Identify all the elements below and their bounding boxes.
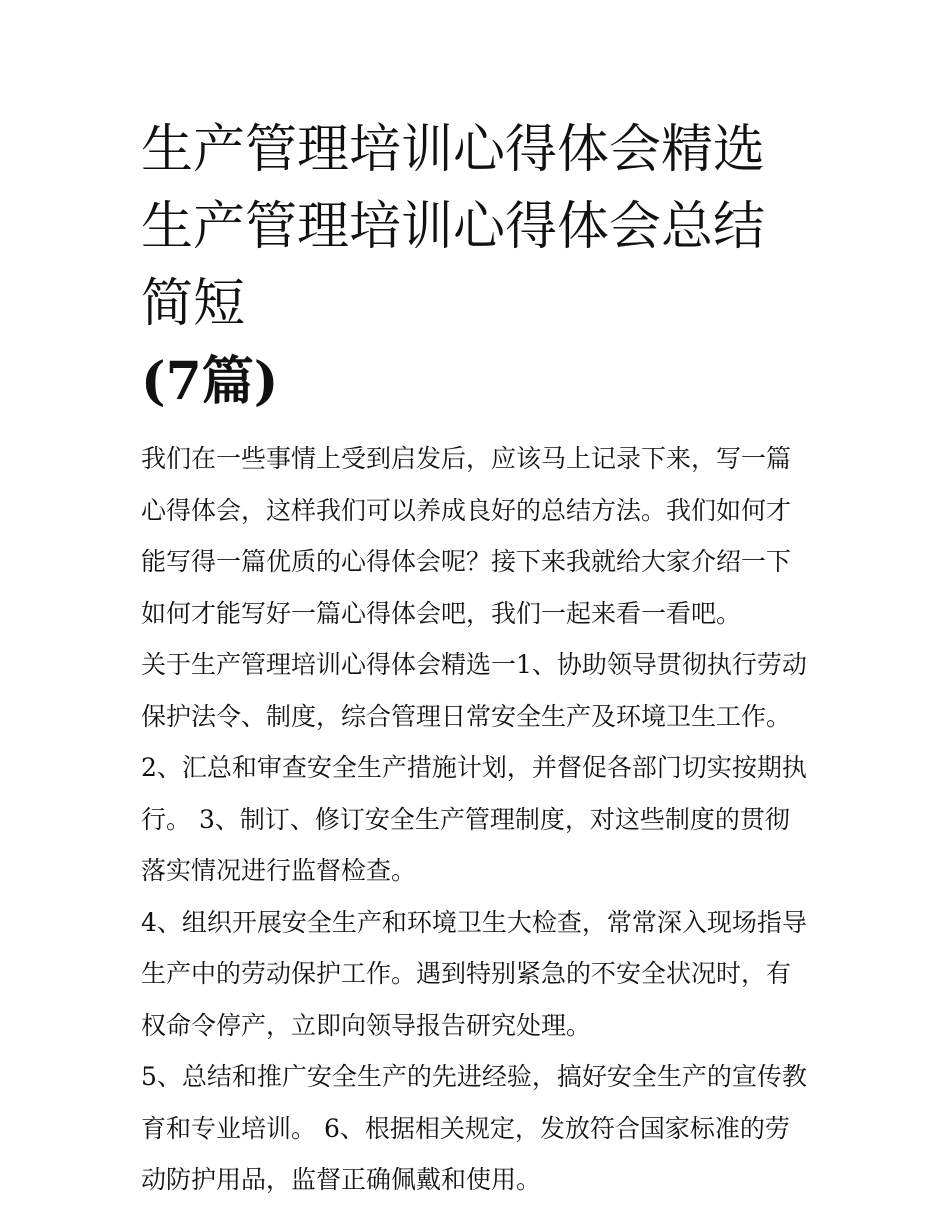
title-main: 生产管理培训心得体会精选 生产管理培训心得体会总结简短 — [141, 120, 766, 334]
document-title — [141, 112, 813, 421]
paragraph-5: 5、总结和推广安全生产的先进经验，搞好安全生产的宣传教育和专业培训。 6、根据相关规定，发放符合国家标准的劳动防护用品，监督正确佩戴和使用。 — [141, 1062, 807, 1194]
title-suffix: (7篇) — [141, 351, 279, 412]
paragraph-2: 2、汇总和审查安全生产措施计划，并督促各部门切实按期执行。 3、制订、修订安全生产管理制度，对这些制度的贯彻落实情况进行监督检查。 — [141, 753, 807, 885]
paragraph-4: 4、组织开展安全生产和环境卫生大检查，常常深入现场指导生产中的劳动保护工作。遇到特别紧急的不安全状况时，有权命令停产，立即向领导报告研究处理。 — [141, 907, 807, 1040]
paragraph-1: 关于生产管理培训心得体会精选一1、协助领导贯彻执行劳动保护法令、制度，综合管理日常安全生产及环境卫生工作。 — [141, 650, 807, 731]
paragraph-intro: 我们在一些事情上受到启发后，应该马上记录下来，写一篇心得体会，这样我们可以养成良好的总结方法。我们如何才能写得一篇优质的心得体会呢？接下来我就给大家介绍一下如何才能写好一篇心得体会吧，我们一起来看一看吧。 — [141, 444, 792, 628]
document-page — [141, 112, 813, 1206]
